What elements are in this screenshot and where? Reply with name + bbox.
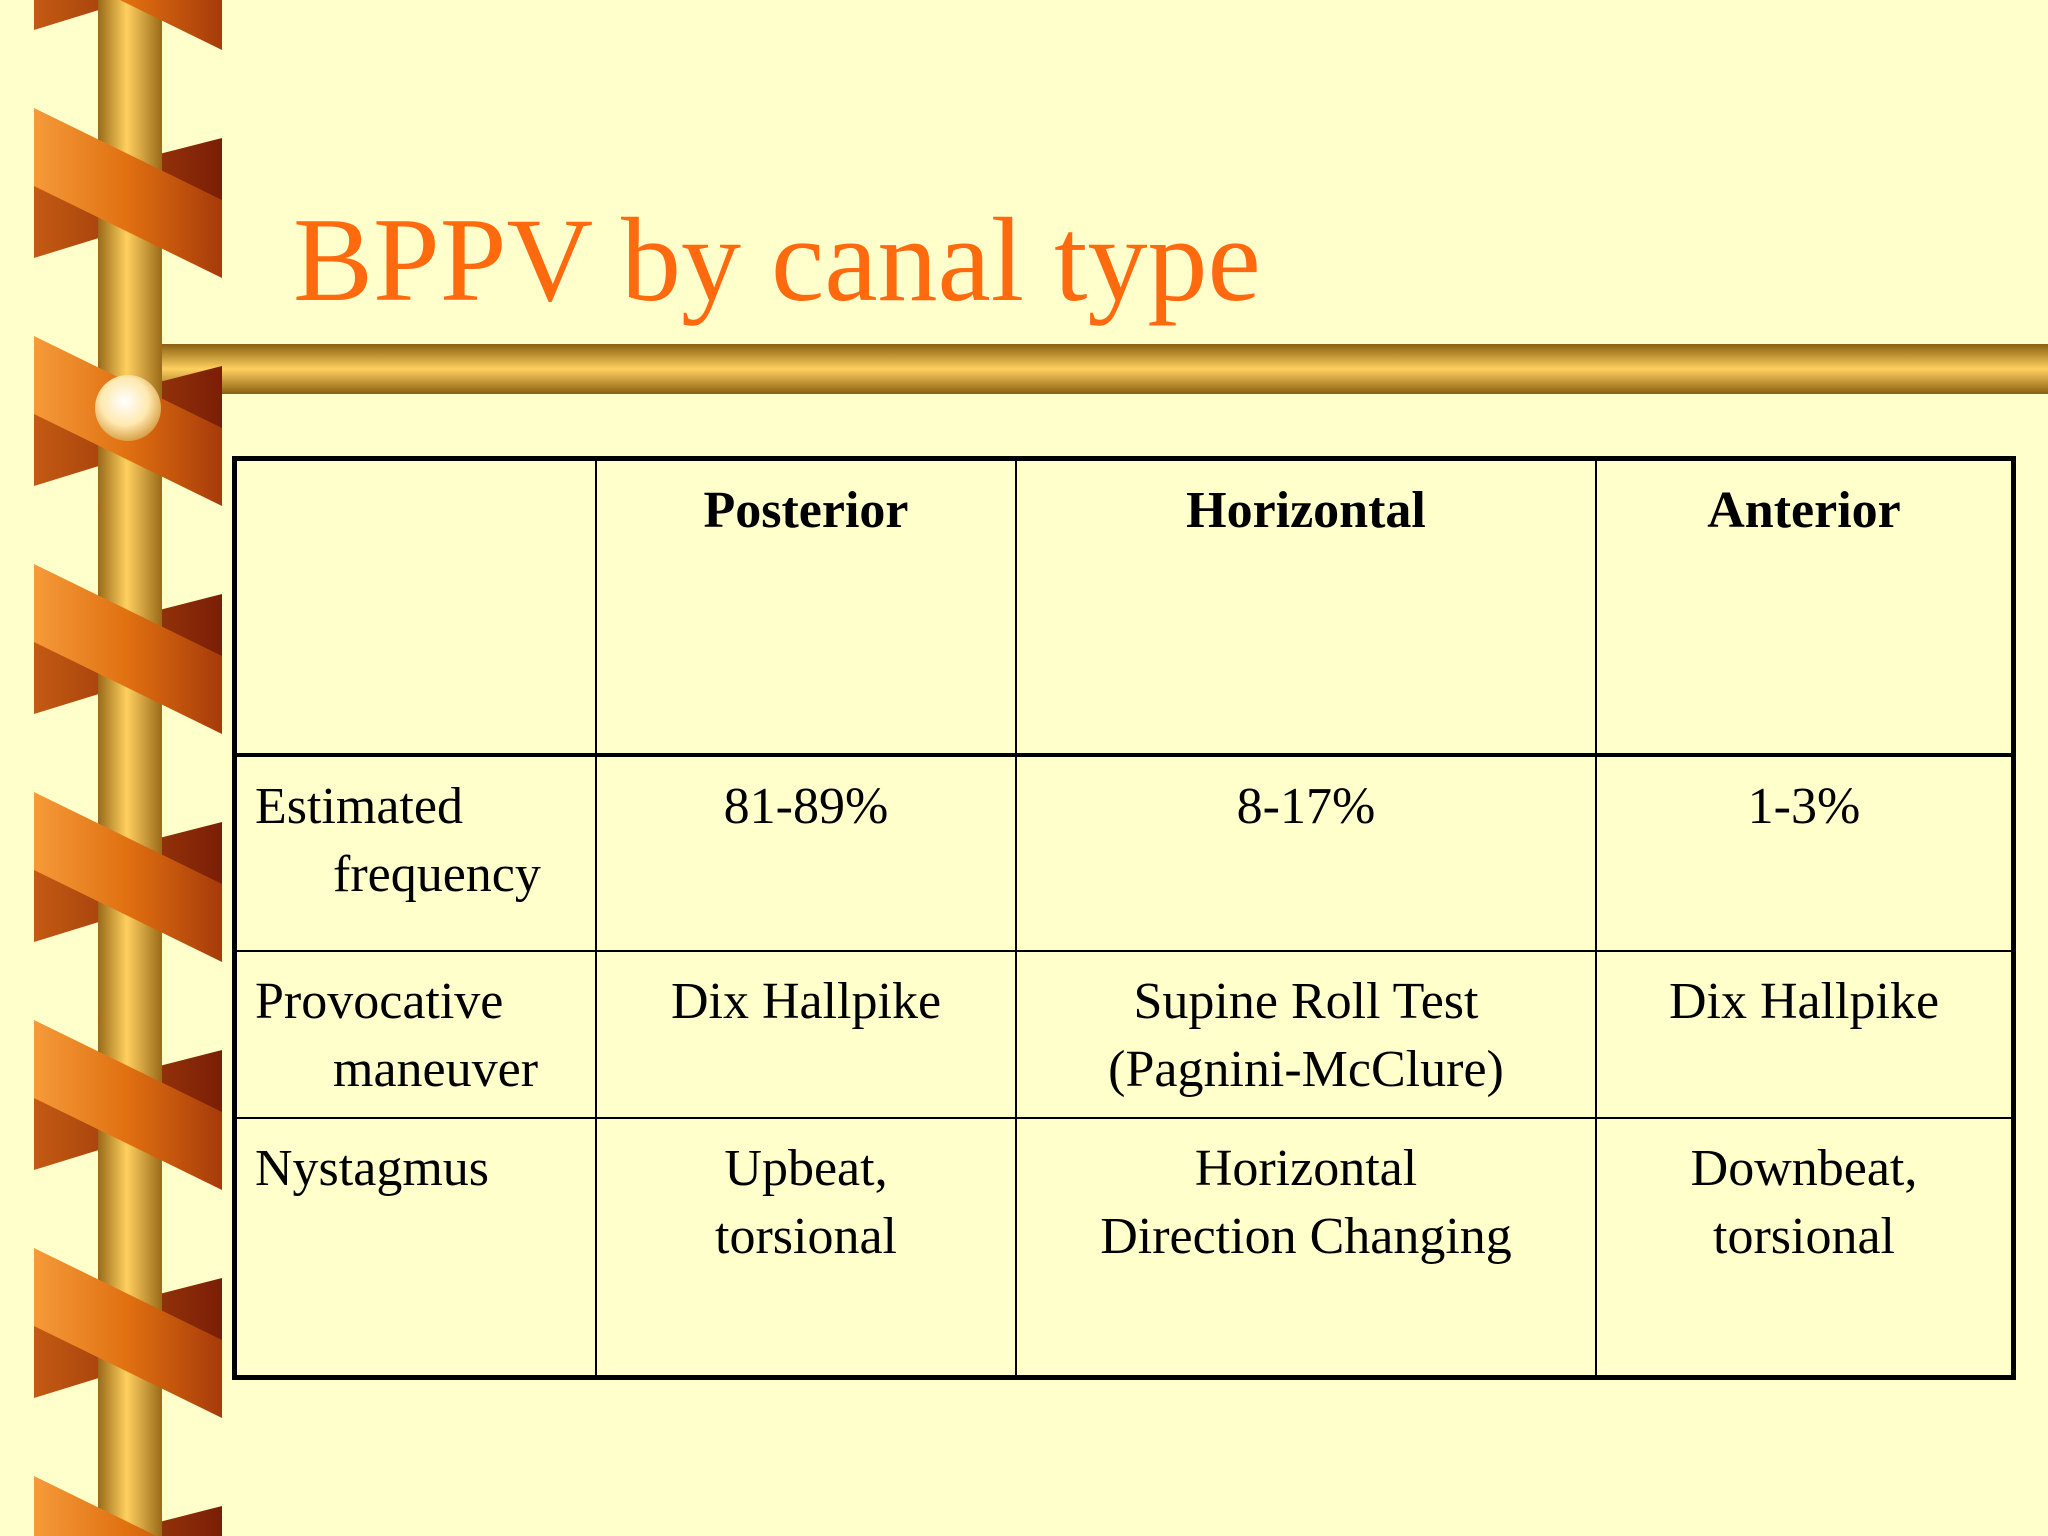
row-label-line: frequency xyxy=(333,845,541,903)
cell-posterior xyxy=(596,755,1016,952)
cell-line: Supine Roll Test xyxy=(1133,973,1479,1031)
cell-line: torsional xyxy=(1713,1208,1895,1266)
cell-posterior xyxy=(596,1118,1016,1377)
table-header-posterior: Posterior xyxy=(596,459,1016,755)
row-label xyxy=(235,755,597,952)
cell-line: 81-89% xyxy=(723,777,889,835)
slide-title: BPPV by canal type xyxy=(293,193,1261,326)
table-header-row xyxy=(235,459,2014,755)
table-header-anterior: Anterior xyxy=(1596,459,2014,755)
cell-anterior xyxy=(1596,951,2014,1118)
cell-line: 8-17% xyxy=(1236,777,1376,835)
table-header-horizontal: Horizontal xyxy=(1016,459,1596,755)
table-row xyxy=(235,951,2014,1118)
cell-line: 1-3% xyxy=(1747,777,1861,835)
bppv-canal-table xyxy=(232,456,2016,1380)
row-label xyxy=(235,951,597,1118)
cell-line: Downbeat, xyxy=(1690,1140,1918,1198)
cell-posterior xyxy=(596,951,1016,1118)
cell-line: torsional xyxy=(715,1208,897,1266)
row-label-line: Provocative xyxy=(255,973,504,1031)
cell-line: Direction Changing xyxy=(1100,1208,1512,1266)
cell-line: Upbeat, xyxy=(724,1140,888,1198)
cell-line: Horizontal xyxy=(1194,1140,1418,1198)
table-row xyxy=(235,1118,2014,1377)
cell-anterior xyxy=(1596,1118,2014,1377)
cell-anterior xyxy=(1596,755,2014,952)
row-label-line: maneuver xyxy=(333,1041,539,1099)
cell-line: Dix Hallpike xyxy=(1668,973,1940,1031)
cell-horizontal xyxy=(1016,1118,1596,1377)
cell-horizontal xyxy=(1016,951,1596,1118)
pearl-knob xyxy=(95,375,161,441)
cell-line: Dix Hallpike xyxy=(670,973,942,1031)
row-label xyxy=(235,1118,597,1377)
row-label-line: Estimated xyxy=(255,777,463,835)
cell-line: (Pagnini-McClure) xyxy=(1108,1041,1504,1099)
table-row xyxy=(235,755,2014,952)
row-label-line: Nystagmus xyxy=(255,1140,489,1198)
cell-horizontal xyxy=(1016,755,1596,952)
table-header-corner xyxy=(235,459,597,755)
